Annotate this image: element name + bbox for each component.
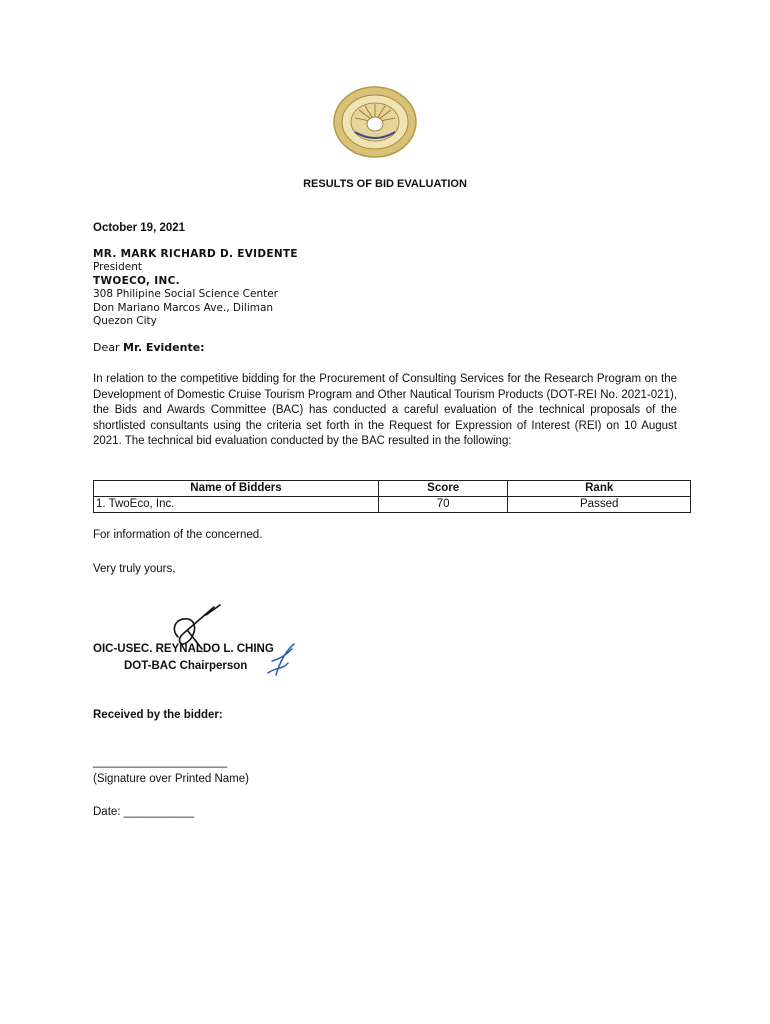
- signer-name: OIC-USEC. REYNALDO L. CHING: [93, 643, 274, 655]
- page-title: RESULTS OF BID EVALUATION: [303, 178, 467, 190]
- info-line: For information of the concerned.: [93, 529, 263, 541]
- bid-results-table: [93, 480, 691, 513]
- dot-seal-logo: [333, 86, 417, 158]
- signature-caption: (Signature over Printed Name): [93, 773, 249, 785]
- recipient-name: MR. MARK RICHARD D. EVIDENTE: [93, 248, 298, 260]
- salutation: [93, 341, 205, 354]
- bidder-name-cell: 1. TwoEco, Inc.: [94, 497, 379, 513]
- signature-blank-line: _____________________: [93, 756, 228, 768]
- header-name-of-bidders: Name of Bidders: [94, 481, 379, 497]
- header-rank: Rank: [508, 481, 691, 497]
- header-score: Score: [378, 481, 507, 497]
- recipient-city: Quezon City: [93, 315, 157, 328]
- recipient-address-line1: 308 Philipine Social Science Center: [93, 288, 279, 301]
- initial-mark: [266, 641, 298, 679]
- table-row: [94, 497, 691, 513]
- table-header-row: [94, 481, 691, 497]
- salutation-name: Mr. Evidente:: [123, 341, 205, 354]
- signer-title: DOT-BAC Chairperson: [124, 660, 248, 672]
- recipient-position: President: [93, 261, 142, 274]
- rank-cell: Passed: [508, 497, 691, 513]
- recipient-address-line2: Don Mariano Marcos Ave., Diliman: [93, 301, 274, 314]
- received-label: Received by the bidder:: [93, 709, 223, 721]
- score-cell: 70: [378, 497, 507, 513]
- letter-date: October 19, 2021: [93, 222, 186, 234]
- recipient-company: TWOECO, INC.: [93, 274, 180, 287]
- body-paragraph: In relation to the competitive bidding for the Procurement of Consulting Services for the Research Program on the Development of Domestic Cruise Tourism Program and Other Nautical Tourism Products (DOT-REI No. 2021-021), the Bids and Awards Committee (BAC) has conducted a careful evaluation of the technical proposals of the shortlisted consultants using the criteria set forth in the Request for Expression of Interest (REI) on 10 August 2021. The technical bid evaluation conducted by the BAC resulted in the following:: [93, 373, 677, 448]
- date-line: Date: ___________: [93, 806, 195, 818]
- recipient-block: [93, 248, 298, 328]
- closing-line: Very truly yours,: [93, 563, 176, 575]
- salutation-prefix: Dear: [93, 341, 120, 354]
